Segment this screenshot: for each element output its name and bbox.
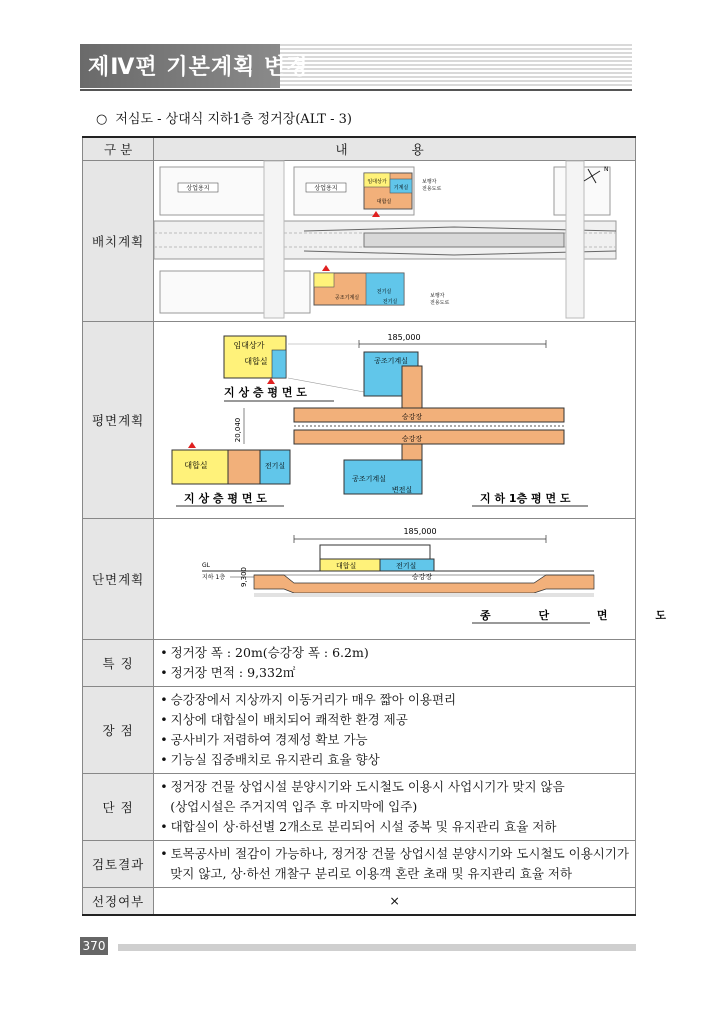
table-row-selection [83, 888, 636, 916]
header-rule [80, 89, 632, 91]
header-content-cell [154, 137, 636, 161]
table-row-pros [83, 687, 636, 774]
features-item: • 정거장 폭 : 20m(승강장 폭 : 6.2m) [160, 645, 369, 660]
footer-bar [118, 944, 636, 951]
layout-ped-a: 보행자 [422, 179, 437, 185]
layout-south-mech: 공조기계실 [335, 295, 360, 301]
section-dim-depth: 9,300 [240, 566, 249, 588]
cons-item: • 정거장 건물 상업시설 분양시기와 도시철도 이용시 사업시기가 맞지 않음 [160, 779, 565, 794]
site-layout-drawing [154, 161, 616, 318]
review-line-text: 토목공사비 절감이 가능하나, 정거장 건물 상업시설 분양시기와 도시철도 이용시기가 [170, 846, 629, 861]
layout-elec-text: 전기실 [376, 289, 392, 295]
review-cell [154, 841, 636, 888]
plan-waiting-north: 대합실 [244, 357, 268, 366]
section-subtitle [96, 108, 352, 127]
features-item-text: 정거장 면적 : 9,332㎡ [170, 665, 296, 680]
selection-value: × [389, 893, 400, 908]
layout-ped-b2: 전용도로 [430, 300, 450, 306]
selection-cell [154, 888, 636, 916]
plan-mech-north: 공조기계실 [374, 357, 409, 365]
table-row-features [83, 640, 636, 687]
header-label-cell [83, 137, 154, 161]
floor-plan-drawing [154, 322, 616, 515]
layout-figure-cell [154, 161, 636, 322]
row-label-features: 특 징 [83, 640, 154, 687]
pros-item-text: 공사비가 저렴하여 경제성 확보 가능 [170, 732, 368, 747]
row-label-pros: 장 점 [83, 687, 154, 774]
plan-figure-cell [154, 322, 636, 519]
header-label-text: 구 분 [104, 142, 133, 157]
layout-label-commercial-b: 상업용지 [314, 185, 338, 192]
table-header-row [83, 137, 636, 161]
review-line [160, 864, 629, 884]
plan-platform-a: 승강장 [402, 413, 423, 421]
pros-item-text: 기능실 집중배치로 유지관리 효율 향상 [170, 752, 380, 767]
layout-waiting-text: 대합실 [376, 199, 392, 205]
table-row-review [83, 841, 636, 888]
review-line-text: 맞지 않고, 상·하선 개찰구 분리로 이용객 혼란 초래 및 유지관리 효율 저하 [170, 866, 573, 881]
pros-cell [154, 687, 636, 774]
plan-substation: 변전실 [392, 486, 413, 494]
chapter-title: 제Ⅳ편 기본계획 변경 [88, 55, 309, 80]
pros-item-text: 승강장에서 지상까지 이동거리가 매우 짧아 이용편리 [170, 692, 457, 707]
layout-south-elec: 전기실 [382, 299, 398, 305]
row-label-selection: 선정여부 [83, 888, 154, 916]
row-label-plan: 평면계획 [83, 322, 154, 519]
header-stripe-band [280, 44, 632, 88]
layout-lease-text: 임대상가 [367, 179, 387, 185]
plan-platform-b: 승강장 [402, 435, 423, 443]
row-label-section: 단면계획 [83, 519, 154, 640]
layout-mech-text: 기계실 [393, 185, 409, 191]
north-arrow-label: N [604, 166, 609, 173]
subtitle-bullet: ○ [96, 112, 108, 127]
layout-label-commercial-a: 상업용지 [186, 185, 210, 192]
table-row-layout [83, 161, 636, 322]
plan-dim-length: 185,000 [387, 333, 421, 342]
plan-mech-south: 공조기계실 [352, 475, 387, 483]
table-row-section [83, 519, 636, 640]
chapter-header [80, 44, 632, 88]
layout-ped-b: 보행자 [430, 293, 445, 299]
plan-title-ground-a: 지 상 층 평 면 도 [224, 386, 308, 399]
section-b1: 지하 1층 [202, 574, 226, 581]
row-label-review: 검토결과 [83, 841, 154, 888]
row-label-layout: 배치계획 [83, 161, 154, 322]
cons-item: • 대합실이 상·하선별 2개소로 분리되어 시설 중복 및 유지관리 효율 저하 [160, 819, 557, 834]
pros-item: • 공사비가 저렴하여 경제성 확보 가능 [160, 732, 368, 747]
section-title: 종 단 면 도 [480, 609, 689, 622]
table-row-plan [83, 322, 636, 519]
section-waiting: 대합실 [336, 562, 357, 570]
pros-item: • 지상에 대합실이 배치되어 쾌적한 환경 제공 [160, 712, 408, 727]
plan-title-ground-b: 지 상 층 평 면 도 [184, 492, 268, 505]
review-line: • 토목공사비 절감이 가능하나, 정거장 건물 상업시설 분양시기와 도시철도 이용시기가 [160, 846, 629, 861]
section-elec: 전기실 [396, 562, 417, 570]
pros-item: • 기능실 집중배치로 유지관리 효율 향상 [160, 752, 380, 767]
section-figure-cell [154, 519, 689, 640]
table-row-cons [83, 774, 636, 841]
section-dim-length: 185,000 [403, 527, 437, 536]
cons-item-text: 정거장 건물 상업시설 분양시기와 도시철도 이용시 사업시기가 맞지 않음 [170, 779, 565, 794]
plan-lease-text: 임대상가 [233, 341, 265, 350]
plan-title-b1: 지 하 1층 평 면 도 [480, 492, 571, 505]
features-item: • 정거장 면적 : 9,332㎡ [160, 665, 296, 680]
comparison-table [82, 136, 689, 916]
layout-ped-a2: 전용도로 [422, 186, 442, 192]
page-number: 370 [80, 937, 108, 955]
subtitle-text: 저심도 - 상대식 지하1층 정거장(ALT - 3) [115, 112, 352, 127]
header-content-text: 내 용 [335, 142, 454, 157]
pros-item-text: 지상에 대합실이 배치되어 쾌적한 환경 제공 [170, 712, 408, 727]
features-cell [154, 640, 636, 687]
section-platform: 승강장 [412, 573, 433, 581]
plan-waiting-south: 대합실 [184, 461, 208, 470]
plan-dim-width: 20,040 [234, 417, 243, 443]
cons-item-text: 대합실이 상·하선별 2개소로 분리되어 시설 중복 및 유지관리 효율 저하 [170, 819, 557, 834]
cons-cell [154, 774, 636, 841]
features-item-text: 정거장 폭 : 20m(승강장 폭 : 6.2m) [170, 645, 369, 660]
cons-item-text: (상업시설은 주거지역 입주 후 마지막에 입주) [170, 799, 418, 814]
row-label-cons: 단 점 [83, 774, 154, 841]
section-gl: GL [202, 562, 211, 569]
plan-elec-south: 전기실 [265, 462, 286, 470]
pros-item: • 승강장에서 지상까지 이동거리가 매우 짧아 이용편리 [160, 692, 457, 707]
longitudinal-section-drawing [154, 519, 689, 636]
cons-item-note [160, 797, 629, 817]
